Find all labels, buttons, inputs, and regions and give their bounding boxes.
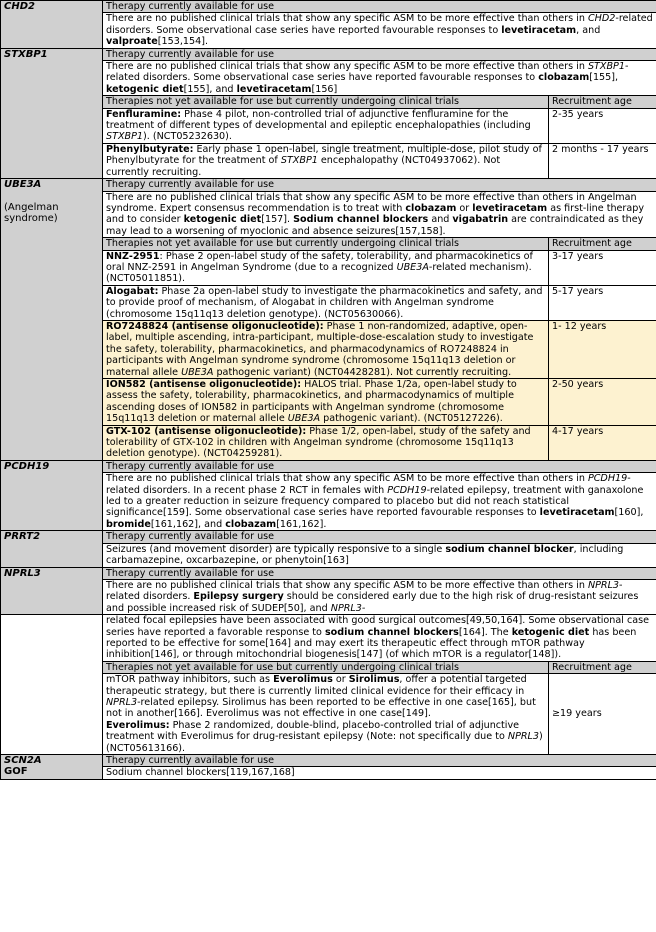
gene-chd2: CHD2 [1,1,103,49]
trial-mtor-inhibitors: mTOR pathway inhibitors, such as Everolimus or Sirolimus, offer a potential targeted therapeutic strategy, but there is currently limited clinical evidence for their efficacy in NPRL3-related epilepsy. Sirolimus has been reported to be effective in one case[165], but not in another[166]. Everolimus was not effective in one case[149]. Everolimus: Phase 2 randomized, double-blind, placebo-controlled trial of adjunctive treatment with Everolimus for drug-resistant epilepsy (Note: not specifically due to NPRL3) (NCT05613166). [103,674,549,755]
trials-header: Therapies not yet available for use but currently undergoing clinical trials [103,96,549,108]
available-header: Therapy currently available for use [103,567,656,579]
trials-header: Therapies not yet available for use but currently undergoing clinical trials [103,238,549,250]
trials-header: Therapies not yet available for use but currently undergoing clinical trials [103,661,549,673]
ube3a-subtitle: (Angelman syndrome) [4,201,59,224]
trial-age: 3-17 years [549,250,656,285]
trial-age: 1- 12 years [549,320,656,378]
gene-ube3a: UBE3A (Angelman syndrome) [1,179,103,461]
nprl3-text-continued: related focal epilepsies have been associated with good surgical outcomes[49,50,164]. Some observational case series have reported a favorable response to sodium channel blockers[164]. The ketogenic diet has been reported to be effective for some[164] and may exert its therapeutic effect through mTOR pathway inhibition[146], or through mitochondrial biogenesis[147] (of which mTOR is a regulator[148]). [103,615,656,662]
prrt2-text: Seizures (and movement disorder) are typically responsive to a single sodium channel blocker, including carbamazepine, oxcarbazepine, or phenytoin[163] [103,543,656,567]
scn2a-subtitle: GOF [4,766,28,778]
pcdh19-text: There are no published clinical trials that show any specific ASM to be more effective than others in PCDH19-related disorders. In a recent phase 2 RCT in females with PCDH19-related epilepsy, treatment with ganaxolone led to a greater reduction in seizure frequency compared to placebo but did not reach statistical significance[159]. Some observational case series have reported favourable responses to levetiracetam[160], bromide[161,162], and clobazam[161,162]. [103,473,656,531]
trial-nnz-2951: NNZ-2951: Phase 2 open-label study of the safety, tolerability, and pharmacokinetics of oral NNZ-2591 in Angelman Syndrome (due to a recognized UBE3A-related mechanism). (NCT05011851). [103,250,549,285]
gene-pcdh19: PCDH19 [1,460,103,530]
trial-age: 2-50 years [549,379,656,426]
trial-fenfluramine: Fenfluramine: Phase 4 pilot, non-controlled trial of adjunctive fenfluramine for the treatment of different types of developmental and epileptic encephalopathies (including STXBP1). (NCT05232630). [103,108,549,143]
chd2-text: There are no published clinical trials that show any specific ASM to be more effective than others in CHD2-related disorders. Some observational case series have reported favourable responses to levetiracetam, and valproate[153,154]. [103,13,656,48]
scn2a-text: Sodium channel blockers[119,167,168] [103,767,656,779]
trial-age: 2 months - 17 years [549,143,656,178]
trial-age: 5-17 years [549,285,656,320]
gene-prrt2: PRRT2 [1,531,103,567]
available-header: Therapy currently available for use [103,531,656,543]
ube3a-text: There are no published clinical trials that show any specific ASM to be more effective than others in Angelman syndrome. Expert consensus recommendation is to treat with clobazam or levetiracetam as first-line therapy and to consider ketogenic diet[157]. Sodium channel blockers and vigabatrin are contraindicated as they may lead to a worsening of myoclonic and absence seizures[157,158]. [103,191,656,238]
nprl3-text: There are no published clinical trials that show any specific ASM to be more effective than others in NPRL3-related disorders. Epilepsy surgery should be considered early due to the high risk of drug-resistant seizures and possible increased risk of SUDEP[50], and NPRL3- [103,579,656,614]
available-header: Therapy currently available for use [103,1,656,13]
trial-ion582: ION582 (antisense oligonucleotide): HALOS trial. Phase 1/2a, open-label study to assess the safety, tolerability, pharmacokinetics, and pharmacodynamics of multiple ascending doses of ION582 in participants with Angelman syndrome (chromosome 15q11q13 deletion or maternal allele UBE3A pathogenic variant). (NCT05127226). [103,379,549,426]
gene-scn2a: SCN2A GOF [1,755,103,780]
trial-phenylbutyrate: Phenylbutyrate: Early phase 1 open-label, single treatment, multiple-dose, pilot study of Phenylbutyrate for the treatment of STXBP1 encephalopathy (NCT04937062). Not currently recruiting. [103,143,549,178]
trial-age: 4-17 years [549,425,656,460]
gene-nprl3-continued [1,615,103,755]
trial-age: 2-35 years [549,108,656,143]
trial-age: ≥19 years [549,674,656,755]
available-header: Therapy currently available for use [103,179,656,191]
trial-ro7248824: RO7248824 (antisense oligonucleotide): Phase 1 non-randomized, adaptive, open-label, multiple ascending, intra-participant, multiple-dose-escalation study to investigate the safety, tolerability, pharmacokinetics, and pharmacodynamics of RO7248824 in participants with Angelman syndrome syndrome (chromosome 15q11q13 deletion or maternal allele UBE3A pathogenic variant) (NCT04428281). Not currently recruiting. [103,320,549,378]
gene-nprl3: NPRL3 [1,567,103,615]
age-header: Recruitment age [549,238,656,250]
age-header: Recruitment age [549,96,656,108]
gene-stxbp1: STXBP1 [1,48,103,178]
stxbp1-text: There are no published clinical trials that show any specific ASM to be more effective than others in STXBP1-related disorders. Some observational case series have reported favourable responses to clobazam[155], ketogenic diet[155], and levetiracetam[156] [103,61,656,96]
age-header: Recruitment age [549,661,656,673]
available-header: Therapy currently available for use [103,755,656,767]
available-header: Therapy currently available for use [103,460,656,472]
trial-alogabat: Alogabat: Phase 2a open-label study to investigate the pharmacokinetics and safety, and to provide proof of mechanism, of Alogabat in children with Angelman syndrome (chromosome 15q11q13 deletion genotype). (NCT05630066). [103,285,549,320]
available-header: Therapy currently available for use [103,48,656,60]
trial-gtx-102: GTX-102 (antisense oligonucleotide): Phase 1/2, open-label, study of the safety and tolerability of GTX-102 in children with Angelman syndrome (chromosome 15q11q13 deletion genotype). (NCT04259281). [103,425,549,460]
